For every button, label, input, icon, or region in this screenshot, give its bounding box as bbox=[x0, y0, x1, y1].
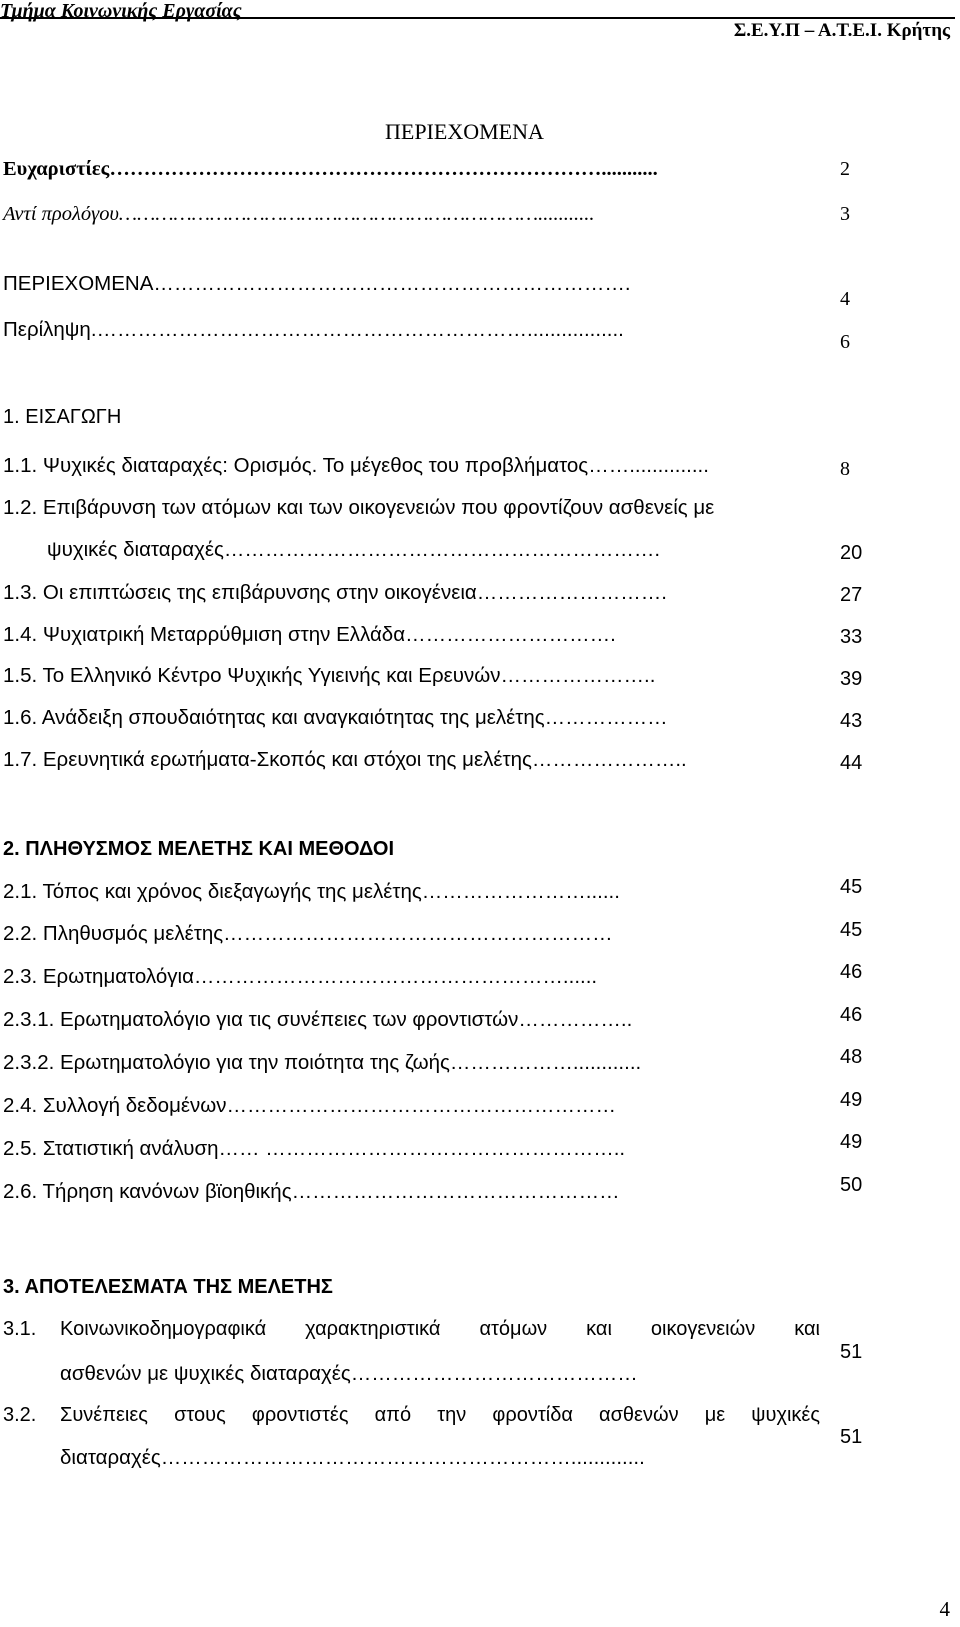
toc-entry-label: 1.4. Ψυχιατρική Μεταρρύθμιση στην Ελλάδα bbox=[3, 623, 406, 646]
toc-page-number: 48 bbox=[840, 1046, 863, 1068]
toc-page-number: 44 bbox=[840, 752, 863, 774]
toc-entry-label: 2.3.1. Ερωτηματολόγιο για τις συνέπειες των φροντιστών bbox=[3, 1008, 519, 1031]
toc-leader-dots: ……………………………………………………………........... bbox=[118, 203, 595, 225]
toc-page-number: 45 bbox=[840, 919, 863, 941]
toc-page-number: 27 bbox=[840, 584, 863, 606]
toc-entry-1-1 bbox=[3, 454, 709, 478]
toc-leader-dots: …………………………………… bbox=[350, 1362, 638, 1385]
toc-entry-label: 2.1. Τόπος και χρόνος διεξαγωγής της μελέτης bbox=[3, 880, 422, 903]
toc-entry-abstract bbox=[3, 318, 624, 342]
toc-entry-2-4 bbox=[3, 1094, 616, 1118]
toc-page-number: 4 bbox=[840, 288, 850, 310]
toc-entry-2-3-1 bbox=[3, 1008, 632, 1032]
toc-page-number: 51 bbox=[840, 1341, 863, 1363]
toc-leader-dots: ……………………………………………………............. bbox=[160, 1446, 645, 1469]
toc-page-number: 33 bbox=[840, 626, 863, 648]
toc-entry-label: 2.4. Συλλογή δεδομένων bbox=[3, 1094, 227, 1117]
toc-entry-label: ασθενών με ψυχικές διαταραχές bbox=[60, 1362, 351, 1385]
page-number: 4 bbox=[939, 1597, 950, 1621]
toc-entry-label: 1.1. Ψυχικές διαταραχές: Ορισμός. Το μέγεθος του προβλήματος bbox=[3, 454, 589, 477]
toc-leader-dots: ………………………………………………… bbox=[226, 1094, 617, 1117]
toc-entry-2-3-2 bbox=[3, 1051, 641, 1075]
toc-leader-dots: …………………………. bbox=[405, 623, 616, 646]
toc-entry-acknowledgements bbox=[3, 158, 658, 181]
toc-entry-2-5 bbox=[3, 1137, 625, 1161]
toc-entry-label: 2.6. Τήρηση κανόνων βϊοηθικής bbox=[3, 1180, 292, 1203]
toc-entry-label: Ευχαριστίες bbox=[3, 158, 110, 180]
toc-leader-dots: ……………… bbox=[544, 706, 668, 729]
toc-entry-label: διαταραχές bbox=[60, 1446, 161, 1469]
toc-entry-label: ψυχικές διαταραχές bbox=[47, 538, 224, 561]
toc-page-number: 3 bbox=[840, 203, 850, 225]
toc-entry-3-2-line2 bbox=[60, 1446, 645, 1470]
toc-page-number: 46 bbox=[840, 1004, 863, 1026]
toc-title: ΠΕΡΙΕΧΟΜΕΝΑ bbox=[385, 119, 544, 144]
toc-entry-label: 2.2. Πληθυσμός μελέτης bbox=[3, 922, 224, 945]
toc-entry-contents bbox=[3, 272, 631, 296]
toc-entry-1-3 bbox=[3, 581, 667, 605]
toc-entry-2-3 bbox=[3, 965, 597, 989]
toc-entry-1-2-cont bbox=[47, 538, 660, 562]
toc-page-number: 51 bbox=[840, 1426, 863, 1448]
toc-leader-dots: …… …………………………………………….. bbox=[218, 1137, 626, 1160]
toc-entry-label: 2.3.2. Ερωτηματολόγιο για την ποιότητα της ζωής bbox=[3, 1051, 450, 1074]
toc-entry-label: 1.7. Ερευνητικά ερωτήματα-Σκοπός και στόχοι της μελέτης bbox=[3, 748, 532, 771]
chapter-2-heading: 2. ΠΛΗΘΥΣΜΟΣ ΜΕΛΕΤΗΣ ΚΑΙ ΜΕΘΟΔΟΙ bbox=[3, 838, 395, 860]
toc-page-number: 45 bbox=[840, 876, 863, 898]
toc-page-number: 49 bbox=[840, 1089, 863, 1111]
toc-entry-3-1-line1: Κοινωνικοδημογραφικά χαρακτηριστικά ατόμων και οικογενειών και bbox=[60, 1318, 820, 1340]
toc-page-number: 50 bbox=[840, 1174, 863, 1196]
toc-entry-label: ΠΕΡΙΕΧΟΜΕΝΑ bbox=[3, 272, 154, 295]
toc-entry-2-6 bbox=[3, 1180, 620, 1204]
chapter-3-heading: 3. ΑΠΟΤΕΛΕΣΜΑΤΑ ΤΗΣ ΜΕΛΕΤΗΣ bbox=[3, 1276, 333, 1298]
toc-leader-dots: ………………………………………………………………........... bbox=[109, 158, 658, 180]
toc-entry-3-1-line2 bbox=[60, 1362, 638, 1386]
header-department: Τμήμα Κοινωνικής Εργασίας bbox=[0, 0, 242, 22]
toc-entry-preface bbox=[3, 203, 595, 226]
toc-entry-1-5 bbox=[3, 664, 655, 688]
toc-page-number: 43 bbox=[840, 710, 863, 732]
toc-page-number: 8 bbox=[840, 458, 850, 480]
toc-entry-1-2 bbox=[3, 496, 714, 520]
toc-entry-label: 1.5. Το Ελληνικό Κέντρο Ψυχικής Υγιεινής και Ερευνών bbox=[3, 664, 501, 687]
toc-entry-label: 2.5. Στατιστική ανάλυση bbox=[3, 1137, 219, 1160]
toc-leader-dots: …….............. bbox=[588, 454, 709, 477]
toc-entry-1-6 bbox=[3, 706, 668, 730]
toc-entry-2-1 bbox=[3, 880, 620, 904]
toc-leader-dots: ………………………………………………………. bbox=[223, 538, 661, 561]
toc-page-number: 20 bbox=[840, 542, 863, 564]
toc-entry-3-1-number: 3.1. bbox=[3, 1318, 37, 1340]
toc-entry-label: 1.3. Οι επιπτώσεις της επιβάρυνσης στην οικογένεια bbox=[3, 581, 477, 604]
toc-leader-dots: ………………............ bbox=[449, 1051, 642, 1074]
toc-page-number: 39 bbox=[840, 668, 863, 690]
toc-leader-dots: ……………………………………………………………. bbox=[153, 272, 631, 295]
toc-page-number: 2 bbox=[840, 158, 850, 180]
toc-page-number: 49 bbox=[840, 1131, 863, 1153]
toc-entry-label: 2.3. Ερωτηματολόγια bbox=[3, 965, 194, 988]
toc-leader-dots: ………………………………………………...... bbox=[193, 965, 598, 988]
toc-entry-label: Αντί προλόγου bbox=[3, 203, 119, 225]
toc-entry-label: 1.6. Ανάδειξη σπουδαιότητας και αναγκαιότητας της μελέτης bbox=[3, 706, 545, 729]
chapter-1-heading: 1. ΕΙΣΑΓΩΓΗ bbox=[3, 406, 122, 428]
toc-leader-dots: ………………………………………… bbox=[291, 1180, 620, 1203]
toc-leader-dots: ……………………...... bbox=[421, 880, 620, 903]
toc-leader-dots: ………………….. bbox=[531, 748, 687, 771]
toc-leader-dots: ………………….. bbox=[500, 664, 656, 687]
toc-entry-1-4 bbox=[3, 623, 616, 647]
header-institution: Σ.Ε.Υ.Π – Α.Τ.Ε.Ι. Κρήτης bbox=[733, 20, 950, 41]
toc-page-number: 46 bbox=[840, 961, 863, 983]
toc-entry-2-2 bbox=[3, 922, 613, 946]
toc-leader-dots: …………….. bbox=[518, 1008, 633, 1031]
header-rule bbox=[0, 17, 955, 19]
toc-entry-3-2-number: 3.2. bbox=[3, 1404, 37, 1426]
toc-leader-dots: ………………………. bbox=[476, 581, 667, 604]
toc-leader-dots: ………………………………………………………................. bbox=[96, 318, 624, 341]
toc-entry-1-7 bbox=[3, 748, 687, 772]
toc-leader-dots: ………………………………………………… bbox=[223, 922, 613, 945]
toc-entry-label: 1.2. Επιβάρυνση των ατόμων και των οικογενειών που φροντίζουν ασθενείς με bbox=[3, 496, 715, 519]
toc-entry-label: Περίληψη. bbox=[3, 318, 97, 341]
toc-page-number: 6 bbox=[840, 331, 850, 353]
toc-entry-3-2-line1: Συνέπειες στους φροντιστές από την φροντίδα ασθενών με ψυχικές bbox=[60, 1404, 820, 1426]
